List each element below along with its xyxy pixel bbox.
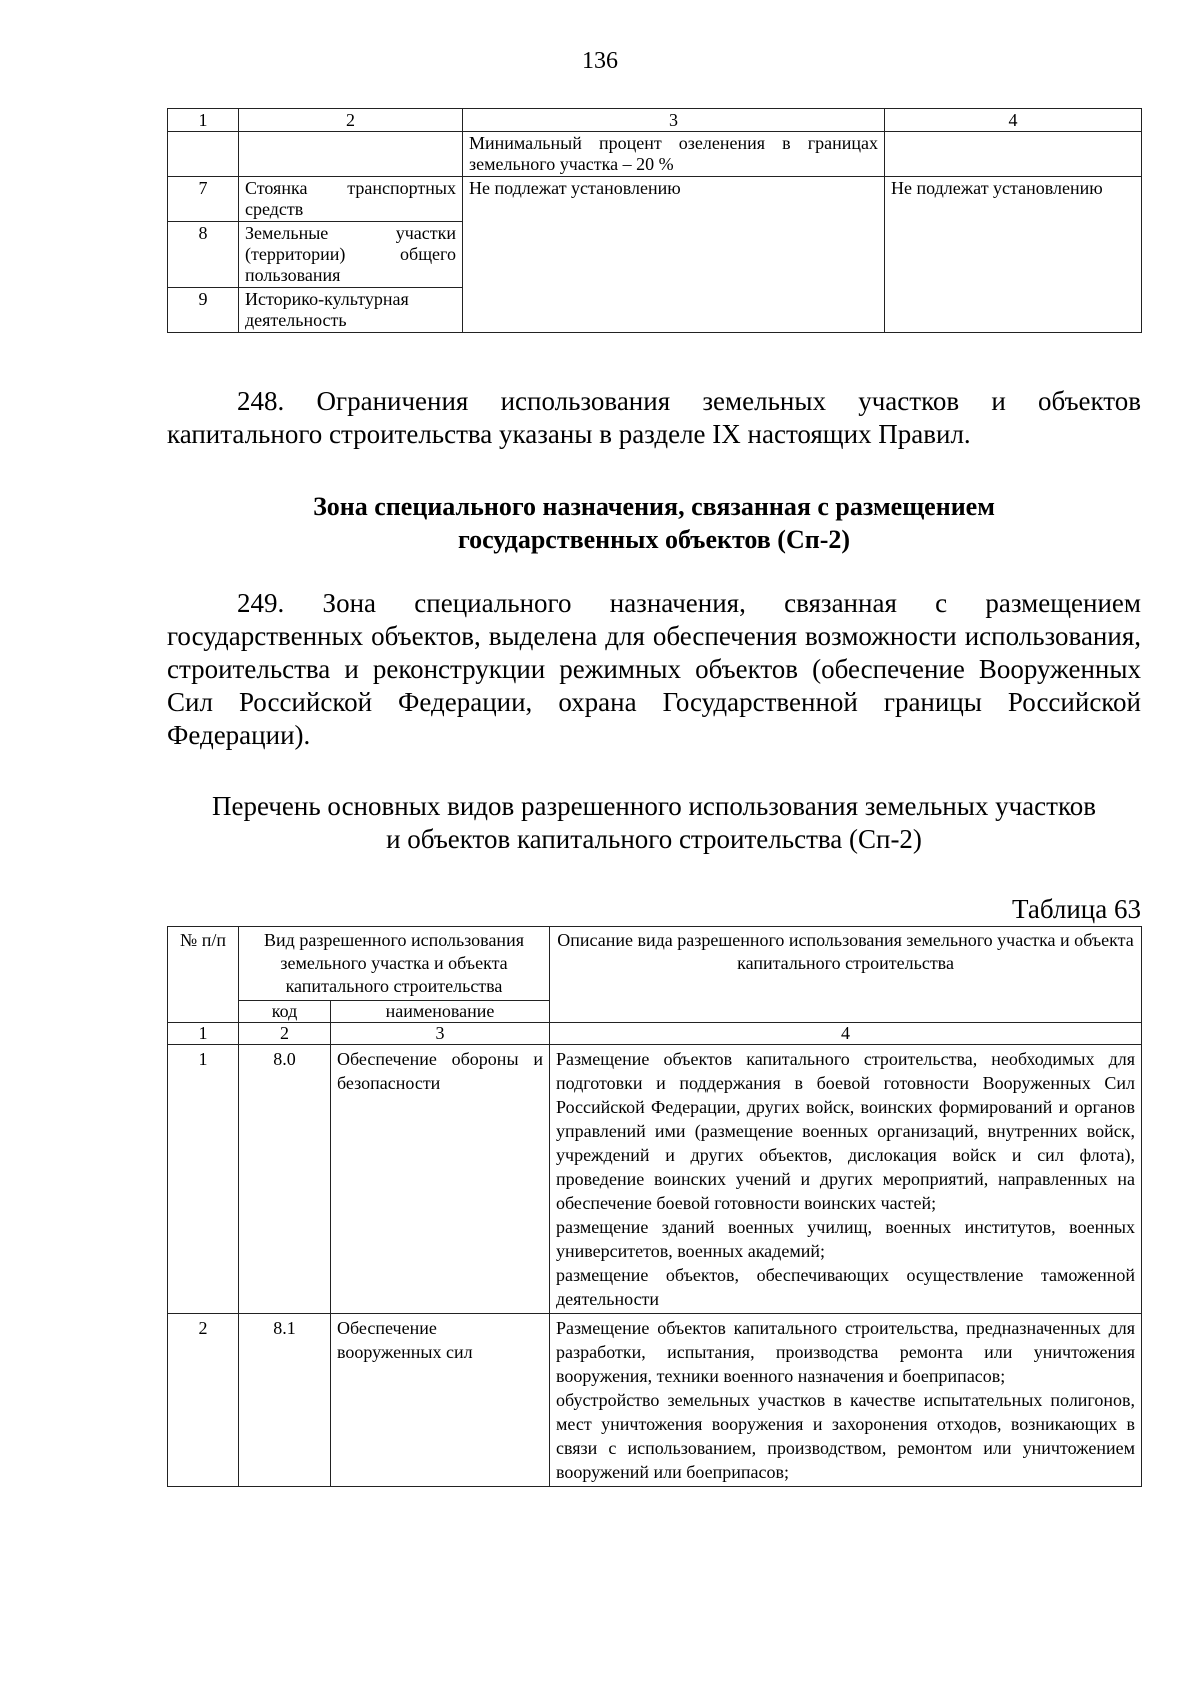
table-63 <box>167 926 1142 1487</box>
page-number: 136 <box>582 48 618 74</box>
table-row <box>168 1045 1142 1314</box>
col-number: 1 <box>168 109 239 132</box>
col-number: 3 <box>463 109 885 132</box>
header-name: наименование <box>331 1001 550 1023</box>
greening-note: Минимальный процент озеленения в границах земельного участка – 20 % <box>463 132 885 177</box>
col-number: 4 <box>885 109 1142 132</box>
section-heading <box>167 490 1141 556</box>
row-number: 2 <box>168 1314 239 1487</box>
list-title-line: Перечень основных видов разрешенного использования земельных участков <box>212 791 1096 821</box>
description-paragraph: размещение объектов, обеспечивающих осуществление таможенной деятельности <box>556 1265 1136 1309</box>
use-code: 8.1 <box>239 1314 331 1487</box>
row-number: 8 <box>168 222 239 288</box>
paragraph-248: 248. Ограничения использования земельных участков и объектов капитального строительства указаны в разделе IX настоящих Правил. <box>167 386 1141 449</box>
table-column-numbers <box>168 1023 1142 1045</box>
row-number: 9 <box>168 288 239 333</box>
table-row <box>168 132 1142 177</box>
table-row <box>168 1314 1142 1487</box>
table-column-numbers <box>168 109 1142 132</box>
row-number: 1 <box>168 1045 239 1314</box>
col3-value: Не подлежат установлению <box>463 177 885 333</box>
table-label: Таблица 63 <box>1012 894 1141 924</box>
list-title <box>167 790 1141 856</box>
description-paragraph: Размещение объектов капитального строительства, необходимых для подготовки и поддержания в боевой готовности Вооруженных Сил Российской Федерации, других войск, воинских формирований и органов управлений ими (размещение военных организаций, внутренних войск, учреждений и других объектов, дислокация войск и сил флота), проведение воинских учений и других мероприятий, направленных на обеспечение боевой готовности воинских частей; <box>556 1049 1136 1213</box>
table-row <box>168 177 1142 222</box>
col-number: 3 <box>331 1023 550 1045</box>
paragraph-249: 249. Зона специального назначения, связанная с размещением государственных объектов, выделена для обеспечения возможности использования, строительства и реконструкции режимных объектов (обеспечение Вооруженных Сил Российской Федерации, охрана Государственной границы Российской Федерации). <box>167 588 1141 750</box>
use-name: Обеспечение вооруженных сил <box>331 1314 550 1487</box>
col-number: 1 <box>168 1023 239 1045</box>
section-heading-line: государственных объектов (Сп-2) <box>457 525 851 554</box>
section-heading-line: Зона специального назначения, связанная с размещением <box>313 492 995 521</box>
use-name: Обеспечение обороны и безопасности <box>331 1045 550 1314</box>
header-num: № п/п <box>168 927 239 1023</box>
col4-value: Не подлежат установлению <box>885 177 1142 333</box>
header-code: код <box>239 1001 331 1023</box>
description-paragraph: Размещение объектов капитального строительства, предназначенных для разработки, испытания, производства ремонта или уничтожения вооружения, техники военного назначения и боеприпасов; <box>556 1318 1136 1386</box>
description-paragraph: размещение зданий военных училищ, военных институтов, военных университетов, военных академий; <box>556 1217 1136 1261</box>
col-number: 2 <box>239 109 463 132</box>
use-description <box>550 1045 1142 1314</box>
header-kind: Вид разрешенного использования земельного участка и объекта капитального строительства <box>239 927 550 1001</box>
row-number: 7 <box>168 177 239 222</box>
use-name: Стоянка транспортных средств <box>239 177 463 222</box>
col-number: 2 <box>239 1023 331 1045</box>
list-title-line: и объектов капитального строительства (Сп-2) <box>386 824 922 854</box>
use-description <box>550 1314 1142 1487</box>
use-name: Земельные участки (территории) общего пользования <box>239 222 463 288</box>
description-paragraph: обустройство земельных участков в качестве испытательных полигонов, мест уничтожения вооружения и захоронения отходов, возникающих в связи с использованием, производством, ремонтом или уничтожением вооружений или боеприпасов; <box>556 1390 1136 1482</box>
header-description: Описание вида разрешенного использования земельного участка и объекта капитального строительства <box>550 927 1142 1023</box>
previous-table-continuation <box>167 108 1142 333</box>
use-name: Историко-культурная деятельность <box>239 288 463 333</box>
col-number: 4 <box>550 1023 1142 1045</box>
use-code: 8.0 <box>239 1045 331 1314</box>
